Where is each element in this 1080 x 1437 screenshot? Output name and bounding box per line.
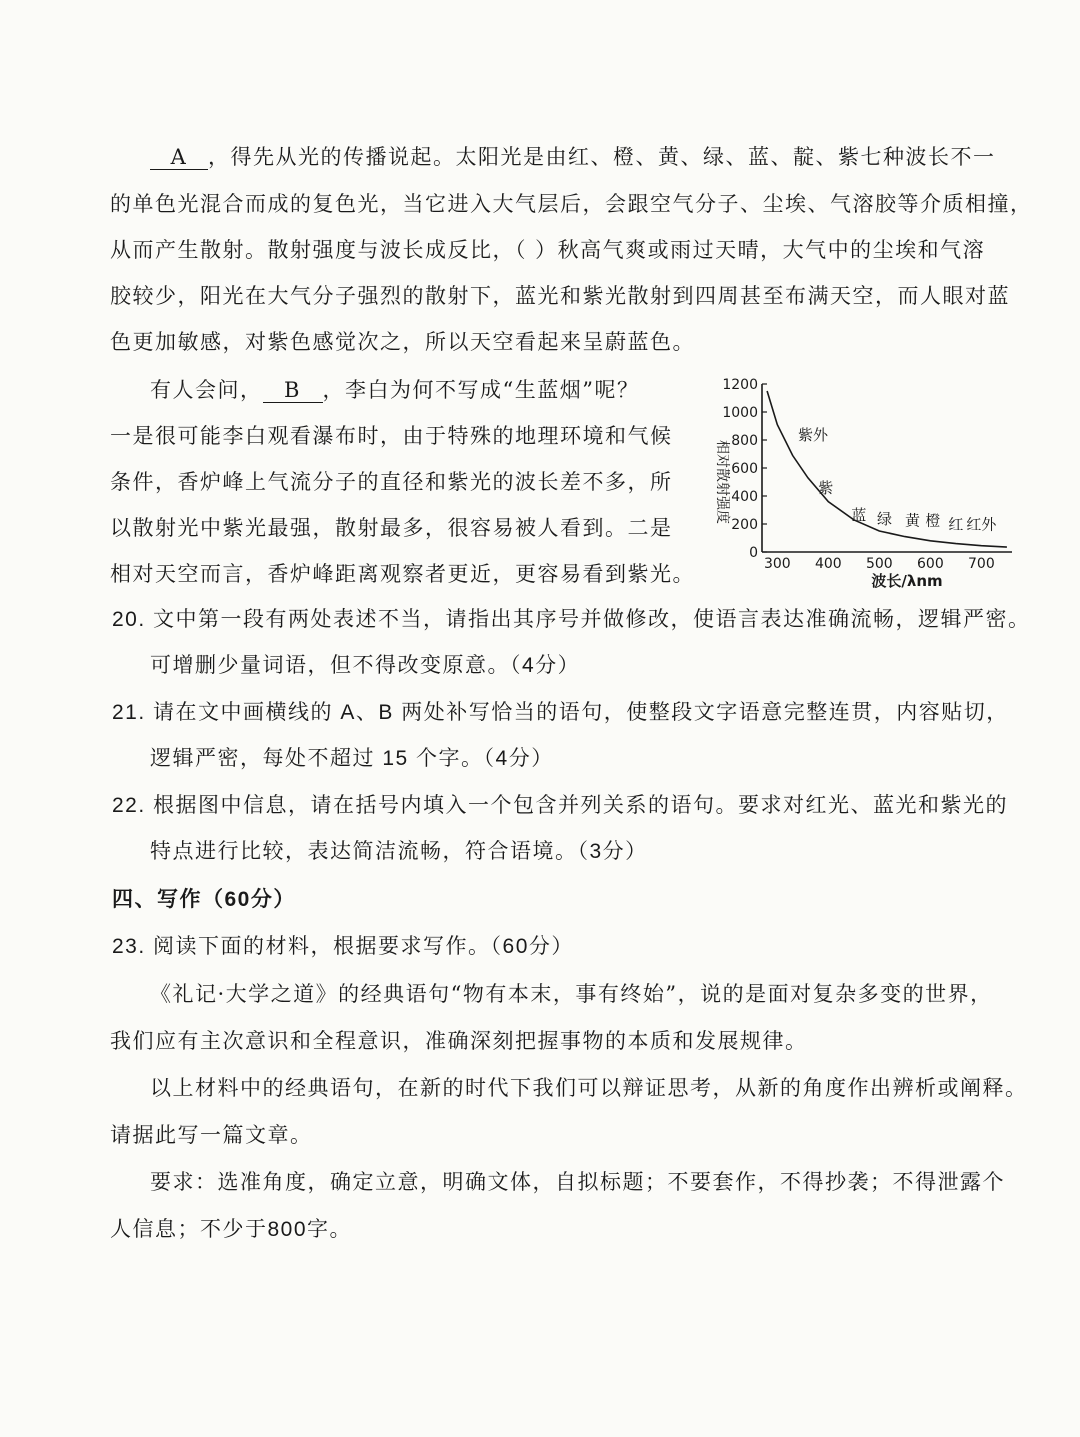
requirement-line: 要求：选准角度，确定立意，明确文体，自拟标题；不要套作，不得抄袭；不得泄露个: [150, 1171, 1005, 1194]
question-text: 根据图中信息，请在括号内填入一个包含并列关系的语句。要求对红光、蓝光和紫光的: [153, 794, 1009, 817]
passage-line: 一是很可能李白观看瀑布时，由于特殊的地理环境和气候: [110, 424, 673, 448]
blank-b: [263, 378, 323, 403]
y-tick-label: 1000: [722, 405, 758, 421]
passage-line: 相对天空而言，香炉峰距离观察者更近，更容易看到紫光。: [110, 562, 695, 586]
passage-line: 条件，香炉峰上气流分子的直径和紫光的波长差不多，所: [110, 470, 673, 494]
question-23: 23. 阅读下面的材料，根据要求写作。（60分）: [112, 935, 574, 958]
x-axis-label: 波长/λnm: [871, 572, 943, 590]
curve-annotation: 橙: [925, 511, 941, 530]
y-tick-label: 200: [731, 517, 758, 533]
material-line: 《礼记·大学之道》的经典语句“物有本末，事有终始”，说的是面对复杂多变的世界，: [150, 982, 993, 1006]
x-tick-label: 300: [763, 556, 791, 572]
curve-annotation: 红外: [966, 515, 997, 534]
x-tick-label: 600: [917, 556, 944, 572]
y-axis-label: 相对散射强度: [714, 440, 730, 524]
y-tick-label: 400: [731, 489, 758, 505]
blank-b-label: B: [284, 378, 301, 402]
curve-annotation: 紫外: [798, 426, 829, 444]
material-line: 以上材料中的经典语句，在新的时代下我们可以辩证思考，从新的角度作出辨析或阐释。: [150, 1077, 1028, 1100]
passage-line: 色更加敏感，对紫色感觉次之，所以天空看起来呈蔚蓝色。: [110, 330, 695, 354]
question-text: 文中第一段有两处表述不当，请指出其序号并做修改，使语言表达准确流畅，逻辑严密。: [153, 608, 1031, 631]
x-tick-label: 500: [865, 556, 893, 572]
curve-annotation: 绿: [876, 510, 892, 528]
passage-line: 的单色光混合而成的复色光，当它进入大气层后，会跟空气分子、尘埃、气溶胶等介质相撞，: [110, 192, 1033, 216]
curve-annotation: 紫: [818, 479, 834, 498]
question-22: [112, 792, 1008, 820]
question-20-cont: 可增删少量词语，但不得改变原意。（4分）: [150, 654, 581, 677]
question-21-cont: 逻辑严密，每处不超过 15 个字。（4分）: [150, 747, 554, 770]
material-line: 我们应有主次意识和全程意识，准确深刻把握事物的本质和发展规律。: [110, 1029, 808, 1053]
passage-line: [150, 376, 639, 404]
question-text: 请在文中画横线的 A、B 两处补写恰当的语句，使整段文字语意完整连贯，内容贴切，: [153, 701, 1009, 724]
curve-annotation: 黄: [905, 511, 921, 530]
question-number: 20.: [112, 608, 146, 631]
y-tick-label: 0: [749, 545, 758, 561]
curve-annotation: 蓝: [851, 505, 867, 524]
passage-line: 从而产生散射。散射强度与波长成反比，（ ）秋高气爽或雨过天晴，大气中的尘埃和气溶: [110, 238, 986, 262]
blank-a-label: A: [170, 145, 188, 169]
material-line: 请据此写一篇文章。: [110, 1124, 313, 1147]
scattering-chart: [712, 372, 1022, 592]
section-heading: 四、写作（60分）: [112, 888, 296, 911]
passage-text: ，李白为何不写成“生蓝烟”呢？: [322, 378, 640, 402]
question-number: 22.: [112, 794, 146, 817]
passage-text: 有人会问，: [150, 378, 263, 402]
y-tick-label: 600: [731, 461, 758, 477]
question-number: 21.: [112, 701, 146, 724]
passage-line: [150, 143, 996, 171]
question-21: [112, 699, 1009, 727]
requirement-line: 人信息；不少于800字。: [110, 1218, 353, 1241]
question-22-cont: 特点进行比较，表达简洁流畅，符合语境。（3分）: [150, 840, 648, 863]
y-tick-label: 1200: [722, 377, 758, 393]
passage-line: 胶较少，阳光在大气分子强烈的散射下，蓝光和紫光散射到四周甚至布满天空，而人眼对蓝: [110, 284, 1010, 308]
x-tick-label: 700: [968, 556, 995, 572]
y-tick-label: 800: [731, 433, 758, 449]
passage-line: 以散射光中紫光最强，散射最多，很容易被人看到。二是: [110, 516, 673, 540]
blank-a: [150, 145, 208, 170]
x-tick-label: 400: [814, 556, 842, 572]
passage-text: ，得先从光的传播说起。太阳光是由红、橙、黄、绿、蓝、靛、紫七种波长不一: [208, 145, 996, 169]
question-20: [112, 606, 1031, 634]
curve-annotation: 红: [948, 515, 964, 534]
